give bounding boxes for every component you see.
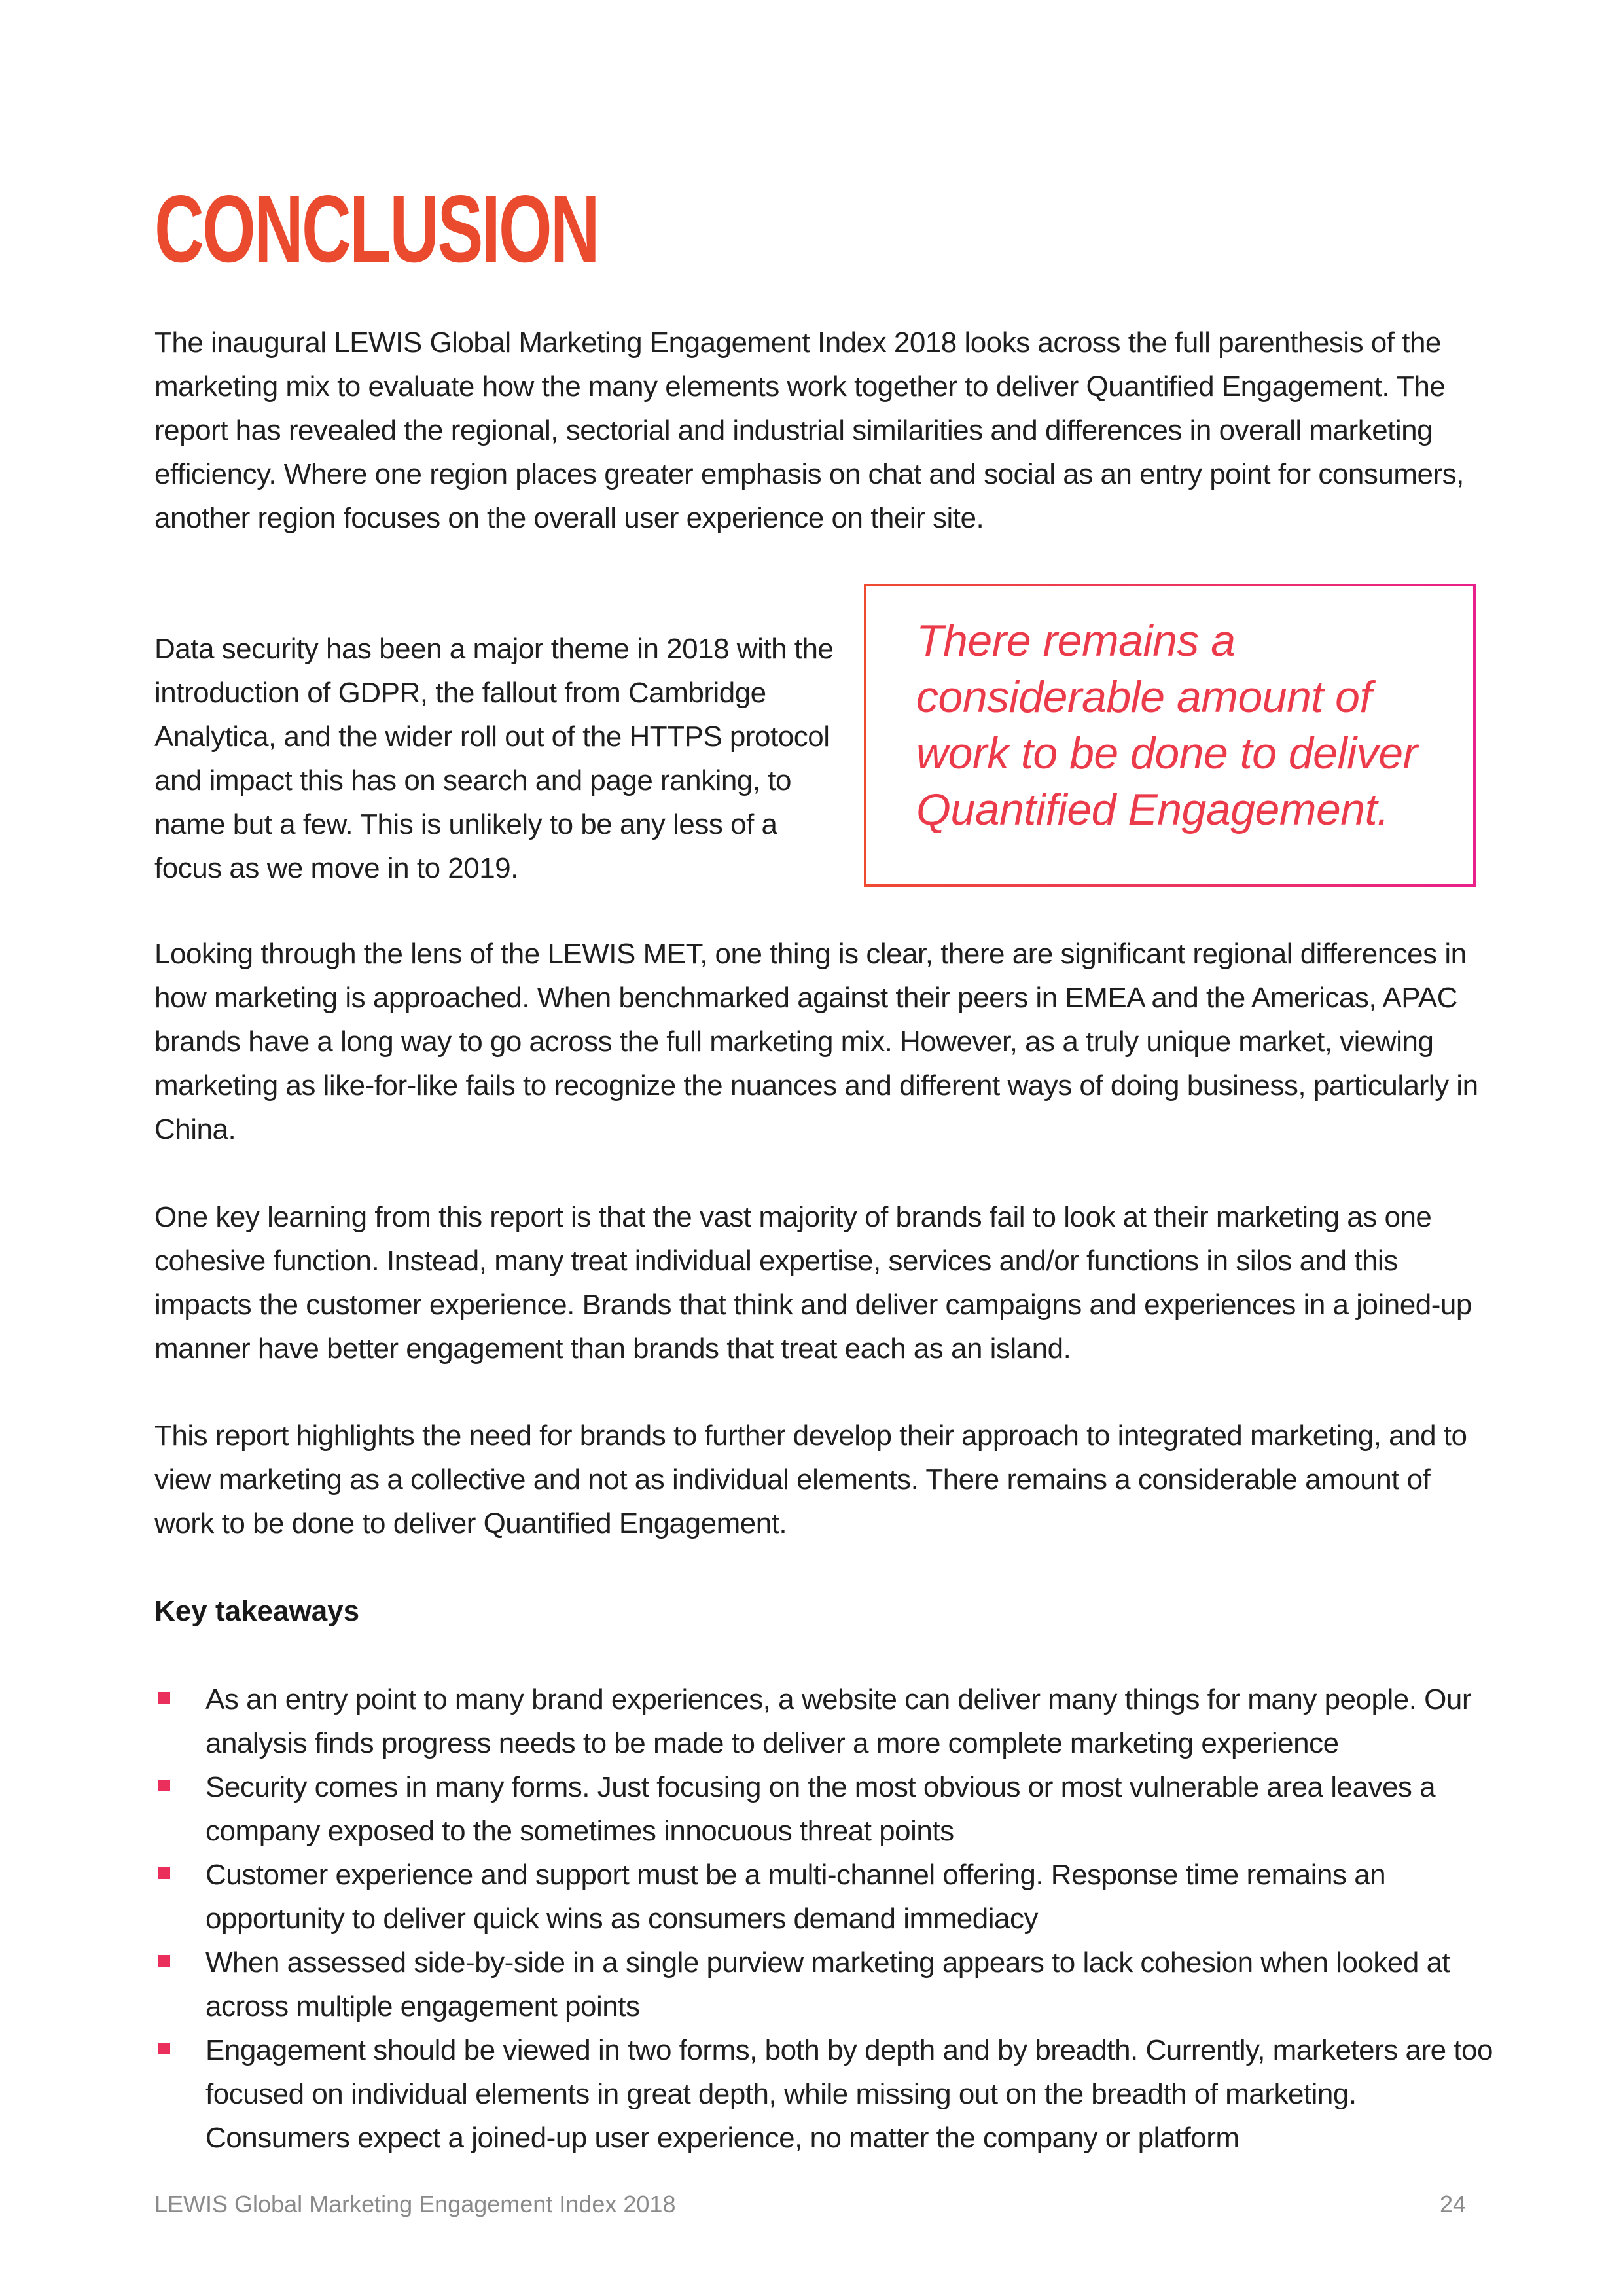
takeaway-text: When assessed side-by-side in a single purview marketing appears to lack cohesion when looked at across multiple engagement points [205,1946,1450,2022]
takeaway-text: As an entry point to many brand experiences, a website can deliver many things for many people. Our analysis finds progress needs to be made to deliver a more complete marketing experience [205,1683,1472,1759]
data-security-paragraph: Data security has been a major theme in 2018 with the introduction of GDPR, the fallout from Cambridge Analytica, and the wider roll out of the HTTPS protocol and impact this has on search and page ranking, to name but a few. This is unlikely to be any less of a focus as we move in to 2019. [154,633,834,884]
footer-document-title: LEWIS Global Marketing Engagement Index 2018 [154,2191,676,2217]
key-takeaways-list [154,1677,1496,2160]
key-learning-paragraph: One key learning from this report is that the vast majority of brands fail to look at their marketing as one cohesive function. Instead, many treat individual expertise, services and/or functions in silos and this impacts the customer experience. Brands that think and deliver campaigns and experiences in a joined-up manner have better engagement than brands that treat each as an island. [154,1201,1472,1365]
takeaway-text: Customer experience and support must be a multi-channel offering. Response time remains an opportunity to deliver quick wins as consumers demand immediacy [205,1859,1386,1935]
square-bullet-icon [158,2043,170,2054]
pull-quote-text: There remains a considerable amount of work to be done to deliver Quantified Engagement. [916,616,1418,834]
key-takeaways-heading: Key takeaways [154,1595,360,1627]
takeaway-text: Security comes in many forms. Just focusing on the most obvious or most vulnerable area leaves a company exposed to the sometimes innocuous threat points [205,1771,1436,1847]
takeaway-item [154,1677,1496,1765]
lens-paragraph: Looking through the lens of the LEWIS MET, one thing is clear, there are significant regional differences in how marketing is approached. When benchmarked against their peers in EMEA and the Americas, APAC brands have a long way to go across the full marketing mix. However, as a truly unique market, viewing marketing as like-for-like fails to recognize the nuances and different ways of doing business, particularly in China. [154,938,1478,1145]
square-bullet-icon [158,1867,170,1879]
pull-quote-box [864,584,1476,887]
takeaway-item [154,2028,1496,2160]
page-number: 24 [1439,2191,1466,2217]
square-bullet-icon [158,1692,170,1704]
highlights-paragraph: This report highlights the need for brands to further develop their approach to integrated marketing, and to view marketing as a collective and not as individual elements. There remains a considerable amount of work to be done to deliver Quantified Engagement. [154,1420,1467,1539]
page-title: CONCLUSION [154,175,598,282]
intro-paragraph: The inaugural LEWIS Global Marketing Engagement Index 2018 looks across the full parenthesis of the marketing mix to evaluate how the many elements work together to deliver Quantified Engagement. The report has revealed the regional, sectorial and industrial similarities and differences in overall marketing efficiency. Where one region places greater emphasis on chat and social as an entry point for consumers, another region focuses on the overall user experience on their site. [154,327,1464,534]
takeaway-item [154,1853,1496,1941]
square-bullet-icon [158,1780,170,1791]
takeaway-text: Engagement should be viewed in two forms, both by depth and by breadth. Currently, marketers are too focused on individual elements in great depth, while missing out on the breadth of marketing. Consumers expect a joined-up user experience, no matter the company or platform [205,2034,1493,2154]
square-bullet-icon [158,1955,170,1967]
takeaway-item [154,1941,1496,2028]
takeaway-item [154,1765,1496,1853]
